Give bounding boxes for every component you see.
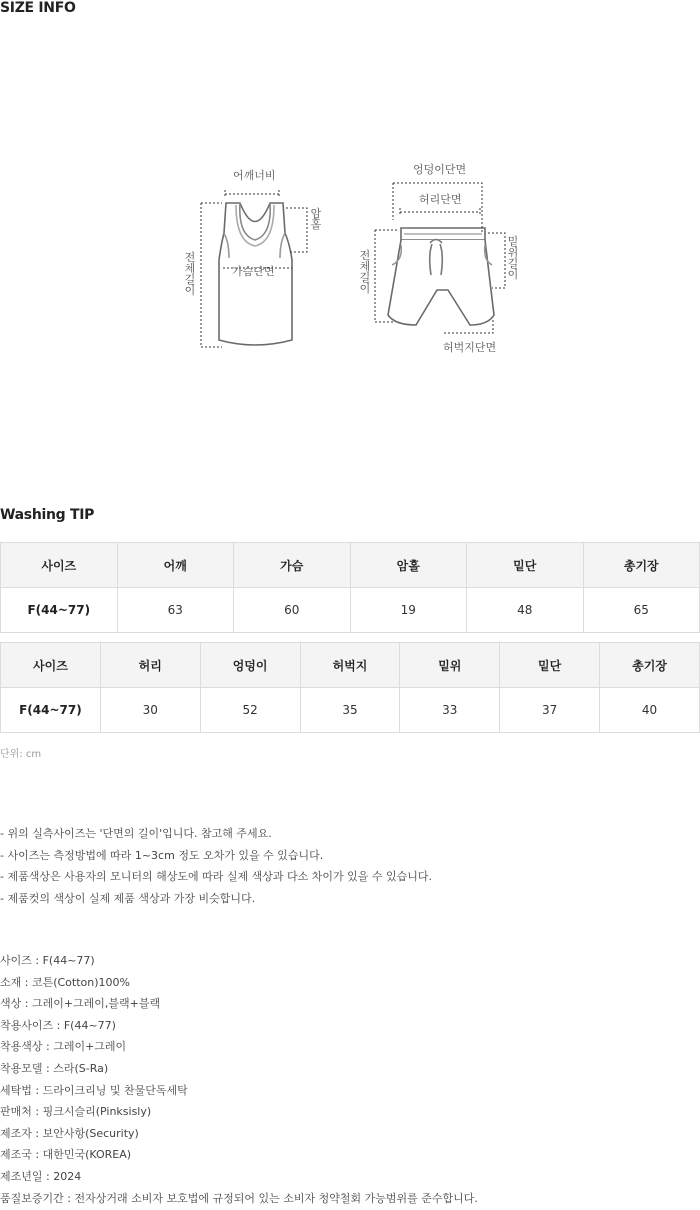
table-header-row	[1, 643, 700, 688]
list-item: 착용색상 : 그레이+그레이	[0, 1040, 127, 1054]
table-header-cell: 가슴	[234, 543, 351, 588]
table-cell: 37	[500, 688, 600, 733]
list-item: 소재 : 코튼(Cotton)100%	[0, 975, 130, 989]
table-cell: 65	[583, 588, 700, 633]
list-item: - 제품색상은 사용자의 모니터의 해상도에 따라 실제 색상과 다소 차이가 있을 수 있습니다.	[0, 870, 432, 883]
washing-tip-title: Washing TIP	[0, 507, 95, 523]
label-rise: 밑위길이	[507, 235, 519, 281]
unit-note: 단위: cm	[0, 749, 42, 760]
bottom-size-table	[0, 642, 700, 733]
table-header-row	[1, 543, 700, 588]
list-item: 착용사이즈 : F(44~77)	[0, 1018, 116, 1032]
table-cell: 63	[117, 588, 234, 633]
table-header-cell: 밑위	[400, 643, 500, 688]
table-cell: 60	[234, 588, 351, 633]
size-info-title: SIZE INFO	[0, 0, 76, 16]
table-header-cell: 사이즈	[1, 643, 101, 688]
table-cell: 35	[300, 688, 400, 733]
label-shoulder: 어깨너비	[233, 169, 276, 182]
table-header-cell: 사이즈	[1, 543, 118, 588]
table-header-cell: 밑단	[467, 543, 584, 588]
label-top-length: 전체길이	[184, 251, 196, 297]
list-item: 사이즈 : F(44~77)	[0, 954, 95, 967]
table-header-cell: 총기장	[583, 543, 700, 588]
table-cell: 40	[600, 688, 700, 733]
list-item: - 위의 실측사이즈는 '단면의 길이'입니다. 참고해 주세요.	[0, 827, 272, 840]
list-item: 제조년일 : 2024	[0, 1169, 82, 1183]
table-cell: 33	[400, 688, 500, 733]
table-row	[1, 688, 700, 733]
list-item: 판매처 : 핑크시슬리(Pinksisly)	[0, 1105, 152, 1119]
product-specs-list	[0, 950, 478, 1209]
table-header-cell: 엉덩이	[200, 643, 300, 688]
garment-illustration	[0, 150, 700, 370]
list-item: 제조국 : 대한민국(KOREA)	[0, 1148, 132, 1162]
list-item: - 제품컷의 색상이 실제 제품 색상과 가장 비슷합니다.	[0, 891, 256, 905]
table-cell: 30	[100, 688, 200, 733]
label-armhole: 암홀	[310, 207, 322, 231]
table-header-cell: 어깨	[117, 543, 234, 588]
size-diagram	[0, 150, 700, 370]
table-cell: F(44~77)	[1, 588, 118, 633]
notes-list	[0, 823, 432, 909]
table-header-cell: 밑단	[500, 643, 600, 688]
list-item: 착용모델 : 스라(S-Ra)	[0, 1061, 109, 1075]
table-header-cell: 허벅지	[300, 643, 400, 688]
label-thigh: 허벅지단면	[443, 341, 497, 354]
list-item: 색상 : 그레이+그레이,블랙+블랙	[0, 997, 161, 1011]
table-row	[1, 588, 700, 633]
label-hip: 엉덩이단면	[413, 163, 467, 176]
table-header-cell: 총기장	[600, 643, 700, 688]
table-cell: 19	[350, 588, 467, 633]
shorts-drawing	[388, 228, 494, 325]
list-item: - 사이즈는 측정방법에 따라 1~3cm 정도 오차가 있을 수 있습니다.	[0, 848, 324, 862]
table-header-cell: 암홀	[350, 543, 467, 588]
label-chest: 가슴단면	[232, 265, 275, 278]
list-item: 제조자 : 보안사항(Security)	[0, 1126, 139, 1140]
list-item: 세탁법 : 드라이크리닝 및 찬물단독세탁	[0, 1083, 188, 1097]
label-bottom-length: 전체길이	[359, 249, 371, 295]
table-cell: F(44~77)	[1, 688, 101, 733]
table-cell: 52	[200, 688, 300, 733]
list-item: 품질보증기간 : 전자상거래 소비자 보호법에 규정되어 있는 소비자 청약철회 가능범위를 준수합니다.	[0, 1191, 478, 1205]
table-header-cell: 허리	[100, 643, 200, 688]
label-waist: 허리단면	[419, 193, 462, 206]
top-size-table	[0, 542, 700, 633]
table-cell: 48	[467, 588, 584, 633]
